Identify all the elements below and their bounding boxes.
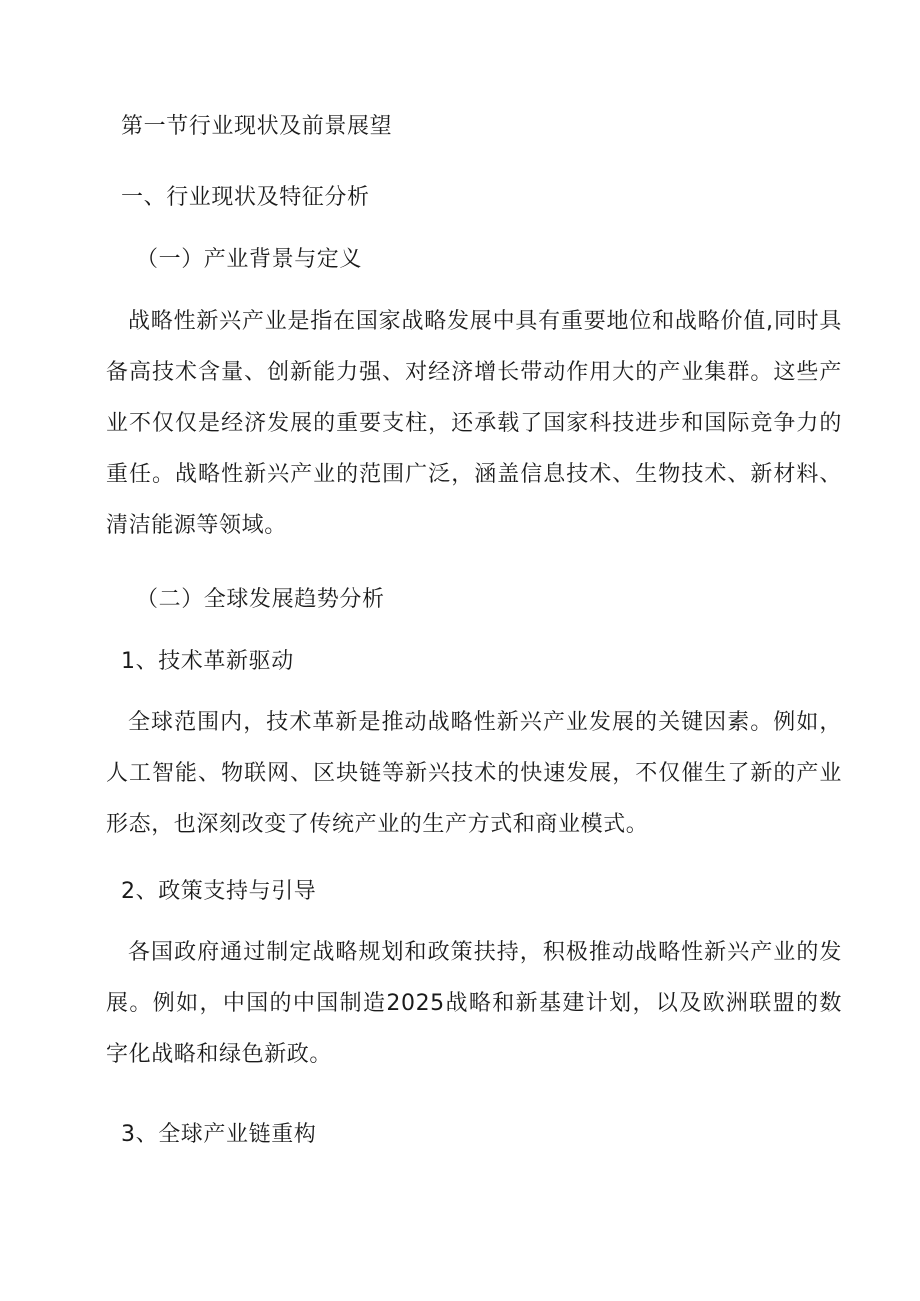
paragraph-policy-support: 各国政府通过制定战略规划和政策扶持，积极推动战略性新兴产业的发展。例如，中国的中国制造2025战略和新基建计划，以及欧洲联盟的数字化战略和绿色新政。 [106,940,842,1067]
paragraph-tech-innovation: 全球范围内，技术革新是推动战略性新兴产业发展的关键因素。例如，人工智能、物联网、区块链等新兴技术的快速发展，不仅催生了新的产业形态，也深刻改变了传统产业的生产方式和商业模式。 [106,710,842,837]
subheading-global-trends: （二）全球发展趋势分析 [136,587,385,612]
section-title: 第一节行业现状及前景展望 [121,114,393,139]
subheading-background-definition: （一）产业背景与定义 [136,247,363,272]
item-tech-innovation-title: 1、技术革新驱动 [121,649,294,674]
item-policy-support-title: 2、政策支持与引导 [121,879,317,904]
heading-industry-status: 一、行业现状及特征分析 [121,185,370,210]
paragraph-definition: 战略性新兴产业是指在国家战略发展中具有重要地位和战略价值,同时具备高技术含量、创新能力强、对经济增长带动作用大的产业集群。这些产业不仅仅是经济发展的重要支柱，还承载了国家科技进步和国际竞争力的重任。战略性新兴产业的范围广泛，涵盖信息技术、生物技术、新材料、清洁能源等领域。 [106,309,842,538]
item-global-chain-title: 3、全球产业链重构 [121,1122,317,1147]
